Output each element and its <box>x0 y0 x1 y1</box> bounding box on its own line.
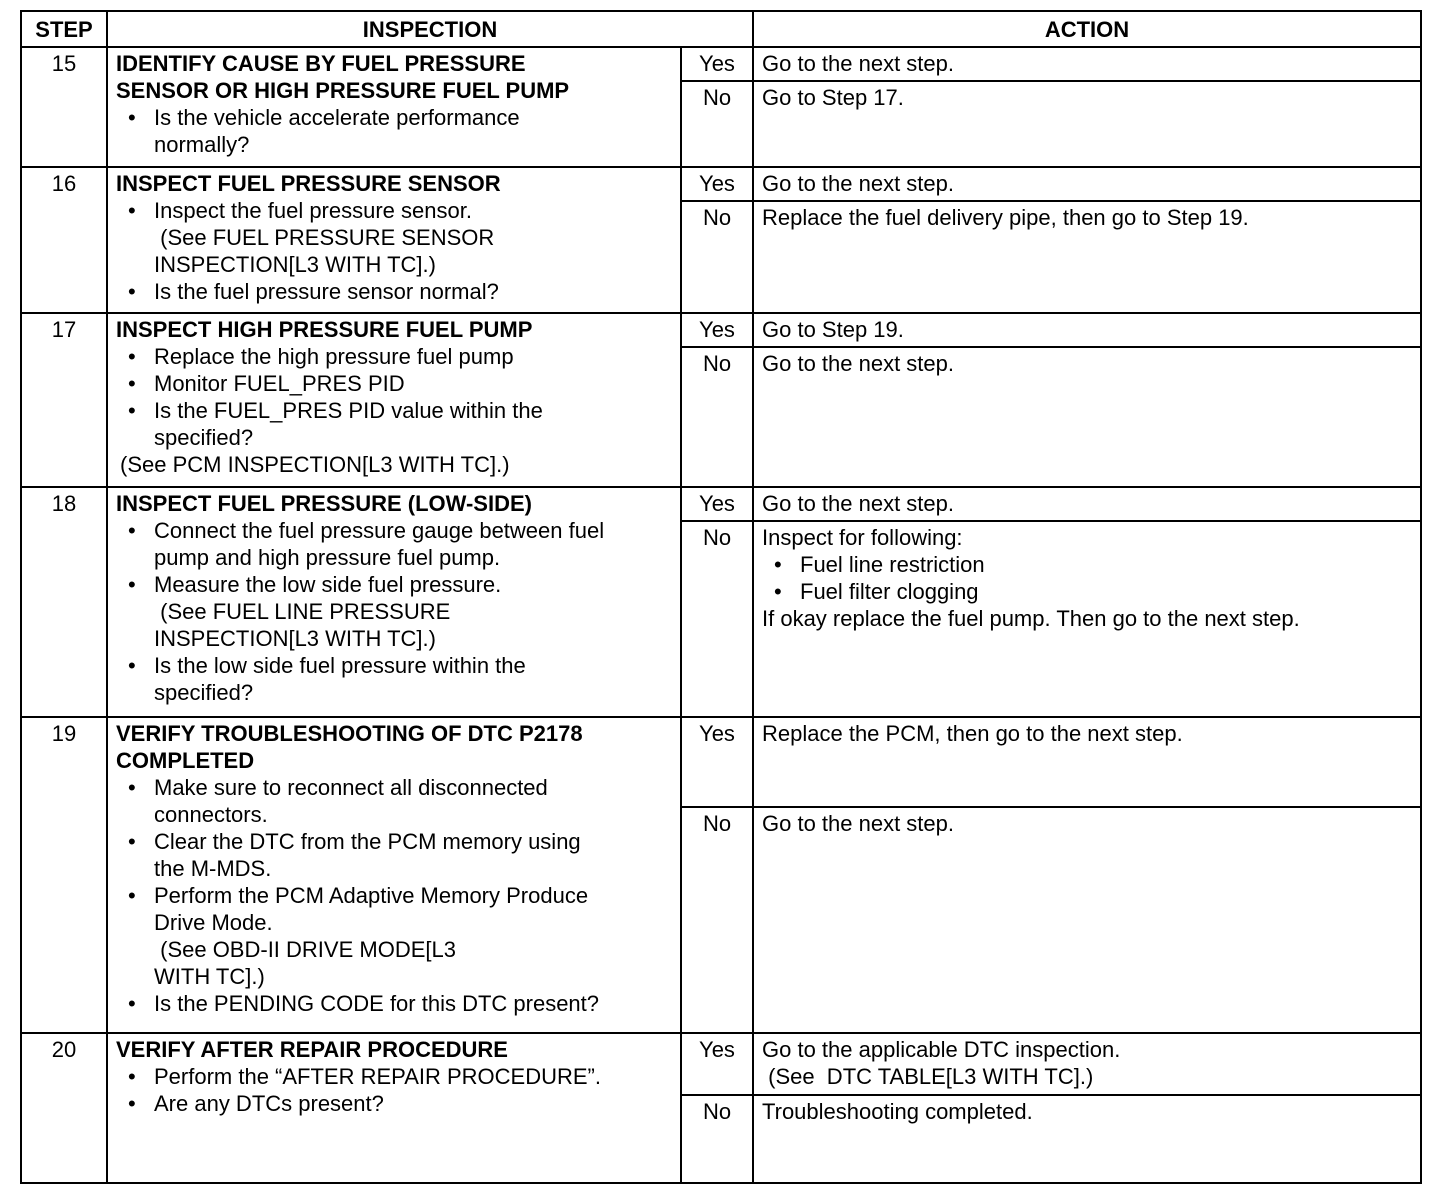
bullet-item: • Is the PENDING CODE for this DTC present? <box>116 990 674 1017</box>
no-label: No <box>681 201 753 313</box>
bullet-item: • Is the vehicle accelerate performance normally? <box>116 104 674 158</box>
inspection-bullets <box>116 343 674 451</box>
no-action: Go to Step 17. <box>753 81 1421 167</box>
inspection-bullets <box>116 774 674 1017</box>
step-number: 15 <box>21 47 107 167</box>
inspection-cell <box>107 167 681 313</box>
inspection-cell <box>107 47 681 167</box>
inspection-title: VERIFY TROUBLESHOOTING OF DTC P2178 COMPLETED <box>116 721 583 773</box>
table-row <box>21 717 1421 807</box>
yes-action: Replace the PCM, then go to the next step. <box>753 717 1421 807</box>
bullet-item: • Replace the high pressure fuel pump <box>116 343 674 370</box>
inspection-bullets <box>116 517 674 706</box>
yes-label: Yes <box>681 167 753 201</box>
bullet-item: • Is the fuel pressure sensor normal? <box>116 278 674 305</box>
yes-label: Yes <box>681 47 753 81</box>
no-action: Go to the next step. <box>753 807 1421 1033</box>
no-action-intro: Inspect for following: <box>762 525 963 550</box>
step-number: 16 <box>21 167 107 313</box>
inspection-bullets <box>116 104 674 158</box>
yes-label: Yes <box>681 717 753 807</box>
bullet-item: • Inspect the fuel pressure sensor. (See FUEL PRESSURE SENSOR INSPECTION[L3 WITH TC].) <box>116 197 674 278</box>
inspection-cell <box>107 487 681 717</box>
inspection-cell <box>107 1033 681 1183</box>
yes-label: Yes <box>681 1033 753 1095</box>
no-label: No <box>681 521 753 717</box>
step-number: 19 <box>21 717 107 1033</box>
bullet-item: • Fuel filter clogging <box>762 578 1414 605</box>
no-action: Go to the next step. <box>753 347 1421 487</box>
yes-action: Go to the next step. <box>753 487 1421 521</box>
yes-action: Go to the next step. <box>753 167 1421 201</box>
table-row <box>21 167 1421 201</box>
bullet-item: • Fuel line restriction <box>762 551 1414 578</box>
step-number: 20 <box>21 1033 107 1183</box>
table-row <box>21 487 1421 521</box>
inspection-cell <box>107 313 681 487</box>
yes-action: Go to the applicable DTC inspection. (See DTC TABLE[L3 WITH TC].) <box>753 1033 1421 1095</box>
no-label: No <box>681 1095 753 1183</box>
inspection-bullets <box>116 1063 674 1117</box>
bullet-item: • Is the FUEL_PRES PID value within the specified? <box>116 397 674 451</box>
bullet-item: • Is the low side fuel pressure within the specified? <box>116 652 674 706</box>
no-action <box>753 521 1421 717</box>
yes-action: Go to the next step. <box>753 47 1421 81</box>
header-inspection: INSPECTION <box>107 11 753 47</box>
yes-action: Go to Step 19. <box>753 313 1421 347</box>
no-action-outro: If okay replace the fuel pump. Then go to the next step. <box>762 606 1300 631</box>
bullet-item: • Monitor FUEL_PRES PID <box>116 370 674 397</box>
bullet-item: • Perform the PCM Adaptive Memory Produce Drive Mode. (See OBD-II DRIVE MODE[L3 WITH TC].) <box>116 882 674 990</box>
table-header-row <box>21 11 1421 47</box>
table-row <box>21 313 1421 347</box>
bullet-item: • Connect the fuel pressure gauge between fuel pump and high pressure fuel pump. <box>116 517 674 571</box>
inspection-bullets <box>116 197 674 305</box>
no-action: Troubleshooting completed. <box>753 1095 1421 1183</box>
no-action-bullets <box>762 551 1414 605</box>
yes-label: Yes <box>681 313 753 347</box>
table-row <box>21 47 1421 81</box>
no-label: No <box>681 81 753 167</box>
table-row <box>21 1033 1421 1095</box>
header-action: ACTION <box>753 11 1421 47</box>
no-label: No <box>681 347 753 487</box>
reference-note: (See PCM INSPECTION[L3 WITH TC].) <box>120 452 510 477</box>
step-number: 17 <box>21 313 107 487</box>
header-step: STEP <box>21 11 107 47</box>
yes-label: Yes <box>681 487 753 521</box>
bullet-item: • Are any DTCs present? <box>116 1090 674 1117</box>
inspection-title: INSPECT FUEL PRESSURE SENSOR <box>116 171 501 196</box>
bullet-item: • Clear the DTC from the PCM memory using the M-MDS. <box>116 828 674 882</box>
inspection-title: VERIFY AFTER REPAIR PROCEDURE <box>116 1037 508 1062</box>
inspection-title: INSPECT HIGH PRESSURE FUEL PUMP <box>116 317 533 342</box>
bullet-item: • Measure the low side fuel pressure. (See FUEL LINE PRESSURE INSPECTION[L3 WITH TC].) <box>116 571 674 652</box>
step-number: 18 <box>21 487 107 717</box>
inspection-cell <box>107 717 681 1033</box>
troubleshooting-table <box>20 10 1422 1184</box>
bullet-item: • Perform the “AFTER REPAIR PROCEDURE”. <box>116 1063 674 1090</box>
no-label: No <box>681 807 753 1033</box>
bullet-item: • Make sure to reconnect all disconnected connectors. <box>116 774 674 828</box>
inspection-title: IDENTIFY CAUSE BY FUEL PRESSURE SENSOR OR HIGH PRESSURE FUEL PUMP <box>116 51 570 103</box>
inspection-title: INSPECT FUEL PRESSURE (LOW-SIDE) <box>116 491 532 516</box>
no-action: Replace the fuel delivery pipe, then go to Step 19. <box>753 201 1421 313</box>
